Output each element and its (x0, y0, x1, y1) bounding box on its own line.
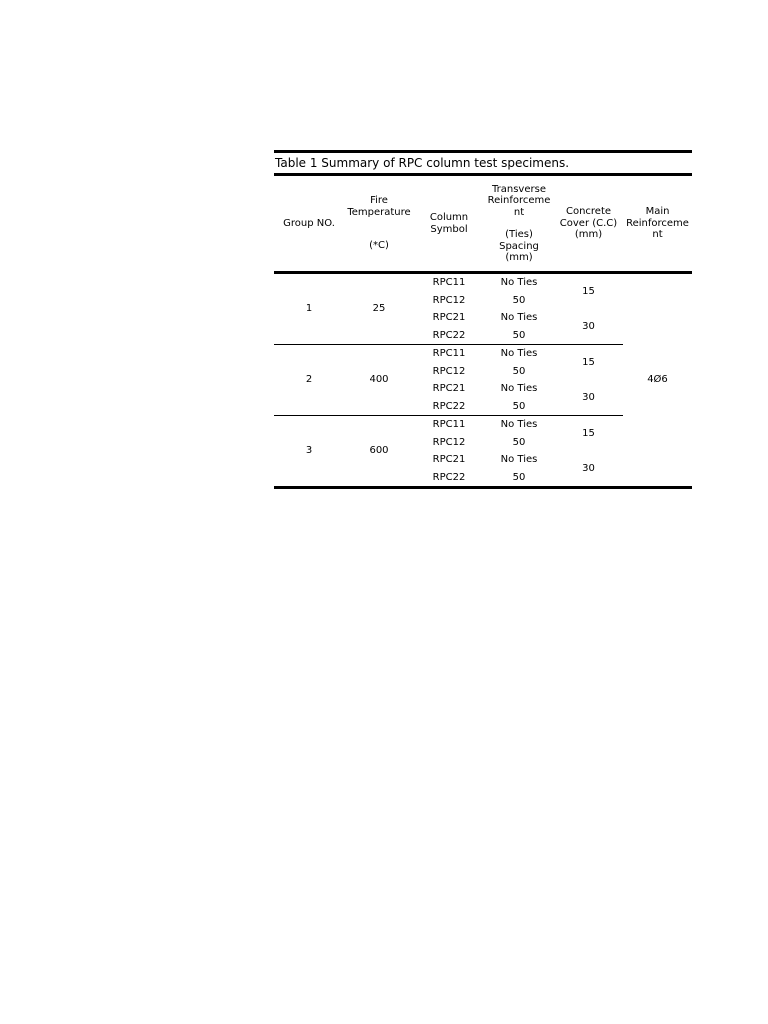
table-caption: Table 1 Summary of RPC column test specimens. (275, 156, 570, 170)
cover-cell: 15 (582, 285, 595, 297)
header-fire-temperature: Fire Temperature (*C) (344, 175, 414, 273)
column-symbol-cell: RPC21 (432, 383, 466, 394)
column-symbol-cell: RPC11 (414, 416, 484, 434)
header-column-symbol: Column Symbol (414, 175, 484, 273)
column-symbol-cell: RPC12 (432, 365, 466, 377)
cover-cell: 15 (554, 345, 623, 381)
column-symbol-cell: RPC21 (432, 454, 466, 465)
column-symbol-cell: RPC22 (432, 329, 466, 341)
cover-cell: 30 (554, 451, 623, 488)
ties-spacing-cell: 50 (484, 469, 554, 488)
column-symbol-cell: RPC21 (432, 312, 466, 323)
group-no-cell: 2 (274, 345, 344, 416)
specimen-table (274, 173, 692, 489)
header-group-no: Group NO. (274, 175, 344, 273)
ties-spacing-cell: No Ties (500, 454, 538, 465)
main-reinforcement-cell: 4Ø6 (623, 273, 692, 488)
ties-spacing-cell: No Ties (484, 416, 554, 434)
table-row (274, 273, 692, 292)
temperature-cell: 25 (372, 303, 386, 315)
temperature-cell: 600 (344, 416, 414, 488)
cover-cell: 30 (582, 391, 595, 403)
column-symbol-cell: RPC22 (432, 400, 466, 412)
ties-spacing-cell: 50 (512, 329, 526, 341)
ties-spacing-cell: 50 (512, 365, 526, 377)
temperature-cell: 400 (344, 345, 414, 416)
column-symbol-cell: RPC12 (432, 294, 466, 306)
ties-spacing-cell: 50 (512, 294, 526, 306)
ties-spacing-cell: No Ties (484, 345, 554, 363)
ties-spacing-cell: No Ties (500, 383, 538, 394)
group-no-cell: 3 (274, 416, 344, 488)
column-symbol-cell: RPC22 (414, 469, 484, 488)
ties-spacing-cell: 50 (512, 436, 526, 448)
column-symbol-cell: RPC11 (432, 277, 466, 288)
cover-cell: 30 (582, 320, 595, 332)
header-concrete-cover: Concrete Cover (C.C) (mm) (554, 175, 623, 273)
group-no-cell: 1 (305, 303, 313, 315)
specimen-table-block (274, 150, 692, 489)
column-symbol-cell: RPC12 (432, 436, 466, 448)
cover-cell: 15 (554, 416, 623, 452)
header-row (274, 175, 692, 273)
header-transverse-reinforcement: Transverse Reinforceme nt (Ties) Spacing (mm) (484, 175, 554, 273)
ties-spacing-cell: No Ties (500, 312, 538, 323)
column-symbol-cell: RPC11 (414, 345, 484, 363)
ties-spacing-cell: No Ties (500, 277, 538, 288)
ties-spacing-cell: 50 (512, 400, 526, 412)
header-main-reinforcement: Main Reinforceme nt (623, 175, 692, 273)
